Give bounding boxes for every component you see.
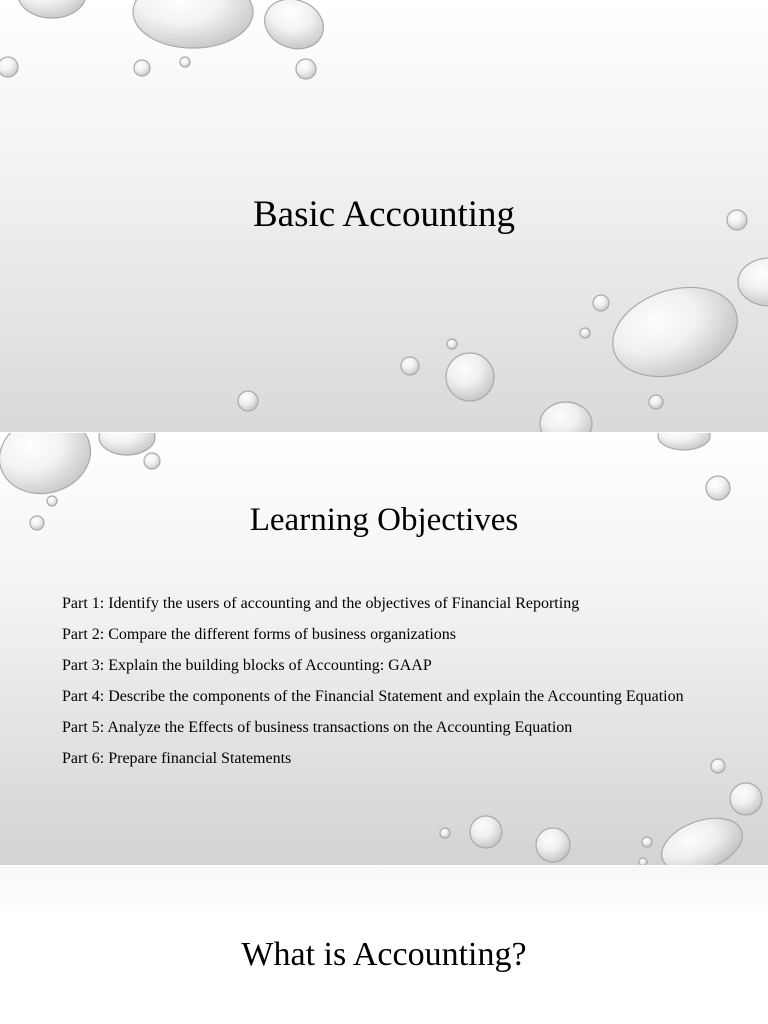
objective-item: Part 2: Compare the different forms of business organizations [62, 626, 456, 643]
slide-what-is-accounting [0, 866, 768, 1024]
slide-basic-accounting [0, 0, 768, 432]
objective-item: Part 6: Prepare financial Statements [62, 750, 292, 767]
slide-title: Basic Accounting [252, 194, 516, 235]
slide-learning-objectives [0, 433, 768, 865]
objectives-list [62, 591, 702, 777]
objective-item: Part 1: Identify the users of accounting and the objectives of Financial Reporting [62, 595, 580, 612]
slide-title: Learning Objectives [249, 502, 519, 538]
objective-item: Part 5: Analyze the Effects of business transactions on the Accounting Equation [62, 719, 573, 736]
slide-title: What is Accounting? [241, 936, 527, 973]
objective-item: Part 3: Explain the building blocks of Accounting: GAAP [62, 657, 432, 674]
objective-item: Part 4: Describe the components of the Financial Statement and explain the Accounting Equation [62, 688, 684, 705]
